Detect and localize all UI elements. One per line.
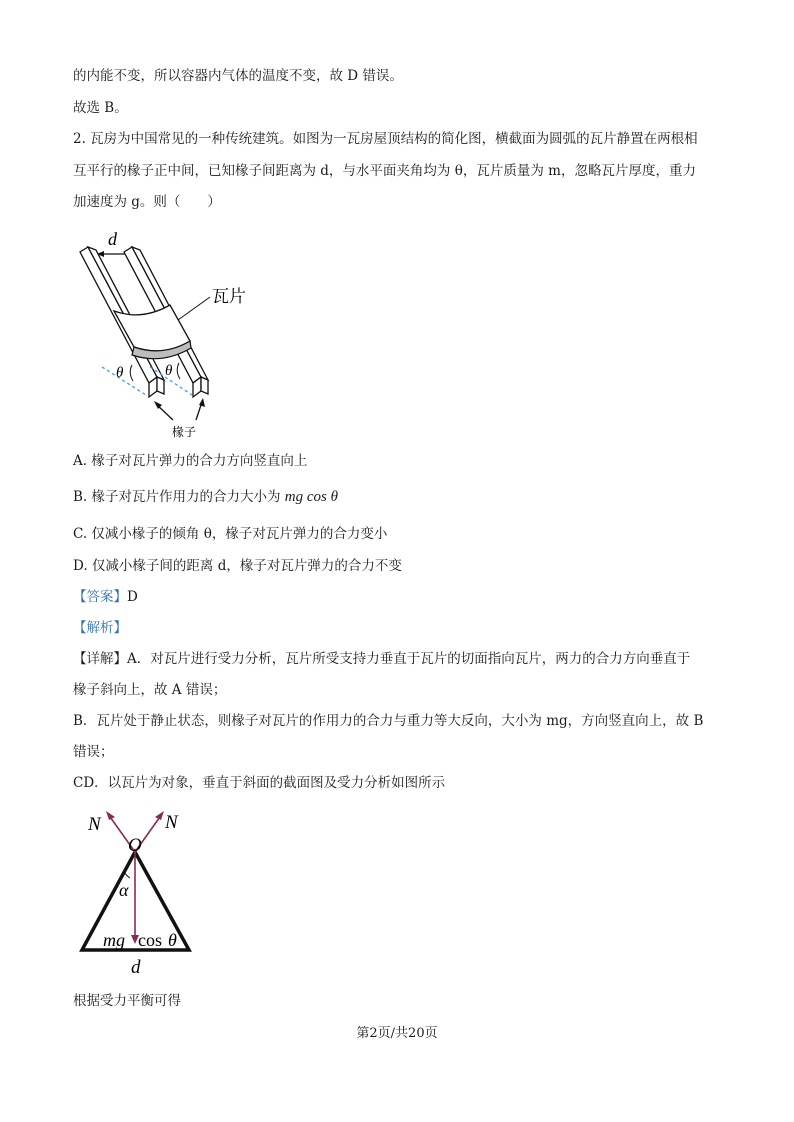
theta-label-right: θ	[165, 363, 173, 379]
detail-label: 【详解】	[73, 651, 127, 667]
page-footer: 第2页/共20页	[356, 1026, 438, 1041]
option-b	[73, 487, 338, 507]
formula-mg: mg	[103, 930, 125, 950]
arrowhead-icon	[106, 811, 115, 820]
angle-arc	[130, 365, 133, 381]
theta-label-left: θ	[116, 365, 124, 381]
angle-arc	[177, 363, 180, 379]
arrowhead-icon	[155, 811, 164, 820]
text-line: 的内能不变，所以容器内气体的温度不变，故 D 错误。	[73, 68, 403, 84]
force-label-N-left: N	[88, 814, 101, 835]
base-label-d: d	[131, 957, 141, 978]
angle-label-alpha: α	[119, 880, 129, 900]
tile-leader-line	[178, 297, 210, 320]
formula-theta: θ	[168, 930, 177, 950]
analysis-label-text: 【解析】	[73, 620, 127, 636]
question-text: 2. 瓦房为中国常见的一种传统建筑。如图为一瓦房屋顶结构的简化图，横截面为圆弧的瓦片静置在两根相	[73, 131, 698, 147]
rafter-tile-figure	[70, 225, 270, 440]
tile-label: 瓦片	[212, 287, 246, 306]
answer-label: 【答案】	[73, 589, 127, 605]
figure-label-d: d	[108, 229, 117, 249]
analysis-line: B．瓦片处于静止状态，则椽子对瓦片的作用力的合力与重力等大反向，大小为 mg，方向竖直向上，故 B	[73, 713, 704, 729]
force-diagram	[75, 808, 225, 983]
force-label-N-right: N	[165, 812, 178, 833]
detail-text: A．对瓦片进行受力分析，瓦片所受支持力垂直于瓦片的切面指向瓦片，两力的合力方向垂直于	[127, 651, 691, 667]
text-line: 故选 B。	[73, 100, 128, 116]
analysis-line: 错误；	[73, 744, 114, 760]
rafter-label: 椽子	[172, 425, 197, 439]
arrowhead-icon	[199, 398, 205, 407]
option-d: D. 仅减小椽子间的距离 d，椽子对瓦片弹力的合力不变	[73, 558, 402, 574]
question-text: 加速度为 g。则（ ）	[73, 194, 221, 210]
option-b-formula: mg cos θ	[284, 489, 338, 505]
answer-line	[73, 587, 138, 607]
analysis-line: 椽子斜向上，故 A 错误；	[73, 682, 227, 698]
formula-cos: cos	[138, 930, 162, 950]
analysis-line: 根据受力平衡可得	[73, 993, 181, 1009]
analysis-label	[73, 618, 127, 638]
answer-value: D	[127, 589, 138, 605]
option-a: A. 椽子对瓦片弹力的合力方向竖直向上	[73, 453, 308, 469]
option-c: C. 仅减小椽子的倾角 θ，椽子对瓦片弹力的合力变小	[73, 526, 388, 542]
question-text: 互平行的椽子正中间，已知椽子间距离为 d，与水平面夹角均为 θ，瓦片质量为 m，忽略瓦片厚度，重力	[73, 163, 696, 179]
option-b-text: B. 椽子对瓦片作用力的合力大小为	[73, 489, 285, 505]
analysis-line: CD．以瓦片为对象，垂直于斜面的截面图及受力分析如图所示	[73, 775, 446, 791]
point-label-O: O	[128, 835, 142, 856]
analysis-line	[73, 649, 690, 669]
horizontal-reference-dash	[102, 367, 146, 395]
